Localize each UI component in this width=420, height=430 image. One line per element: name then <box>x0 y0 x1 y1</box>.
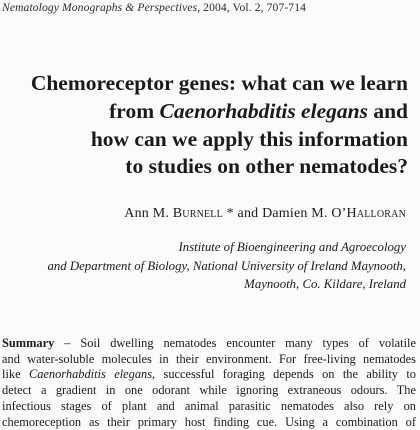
title-line-4: to studies on other nematodes? <box>125 154 408 179</box>
journal-details: , 2004, Vol. 2, 707-714 <box>197 1 306 14</box>
summary-line-3-post: , successful foraging depends on the ability to <box>152 367 417 382</box>
author2-last: O’Halloran <box>331 206 406 221</box>
affiliation-line-2: and Department of Biology, National University of Ireland Maynooth, <box>47 258 406 273</box>
title-line-2-pre: from <box>109 98 160 123</box>
author2-first: Damien M. <box>258 206 332 221</box>
summary-line-4: detect a gradient in one odorant while ignoring extraneous odours. The <box>2 383 416 398</box>
corresponding-mark: * <box>222 206 238 221</box>
summary-line-3-pre: like <box>2 367 29 382</box>
running-head <box>2 1 306 14</box>
title-line-2-post: and <box>367 98 408 123</box>
summary-label: Summary <box>2 336 55 350</box>
title-line-2 <box>8 98 408 126</box>
journal-name: Nematology Monographs & Perspectives <box>2 1 198 14</box>
affiliation <box>0 238 406 294</box>
paper-title <box>8 70 408 181</box>
summary-species: Caenorhabditis elegans <box>28 367 153 382</box>
summary-line-3 <box>2 367 416 383</box>
authors <box>124 206 406 222</box>
title-line-3: how can we apply this information <box>90 126 408 151</box>
summary-paragraph <box>2 336 416 430</box>
summary-line-2: and water-soluble molecules in their environment. For free-living nematodes <box>2 351 416 366</box>
title-line-1: Chemoreceptor genes: what can we learn <box>30 71 408 95</box>
author1-last: Burnell <box>172 206 223 221</box>
author1-first: Ann M. <box>124 206 173 221</box>
summary-line-6: chemoreception as their primary host finding cue. Using a combination of <box>2 414 416 429</box>
affiliation-line-1: Institute of Bioengineering and Agroecology <box>178 240 406 254</box>
title-species: Caenorhabditis elegans <box>159 98 368 123</box>
summary-line-1 <box>2 336 416 352</box>
author-conjunction: and <box>237 206 259 221</box>
affiliation-line-3: Maynooth, Co. Kildare, Ireland <box>244 277 406 291</box>
summary-line-5: infectious stages of plant and animal parasitic nematodes also rely on <box>2 398 416 413</box>
summary-line-1-text: – Soil dwelling nematodes encounter many types of volatile <box>54 336 416 350</box>
